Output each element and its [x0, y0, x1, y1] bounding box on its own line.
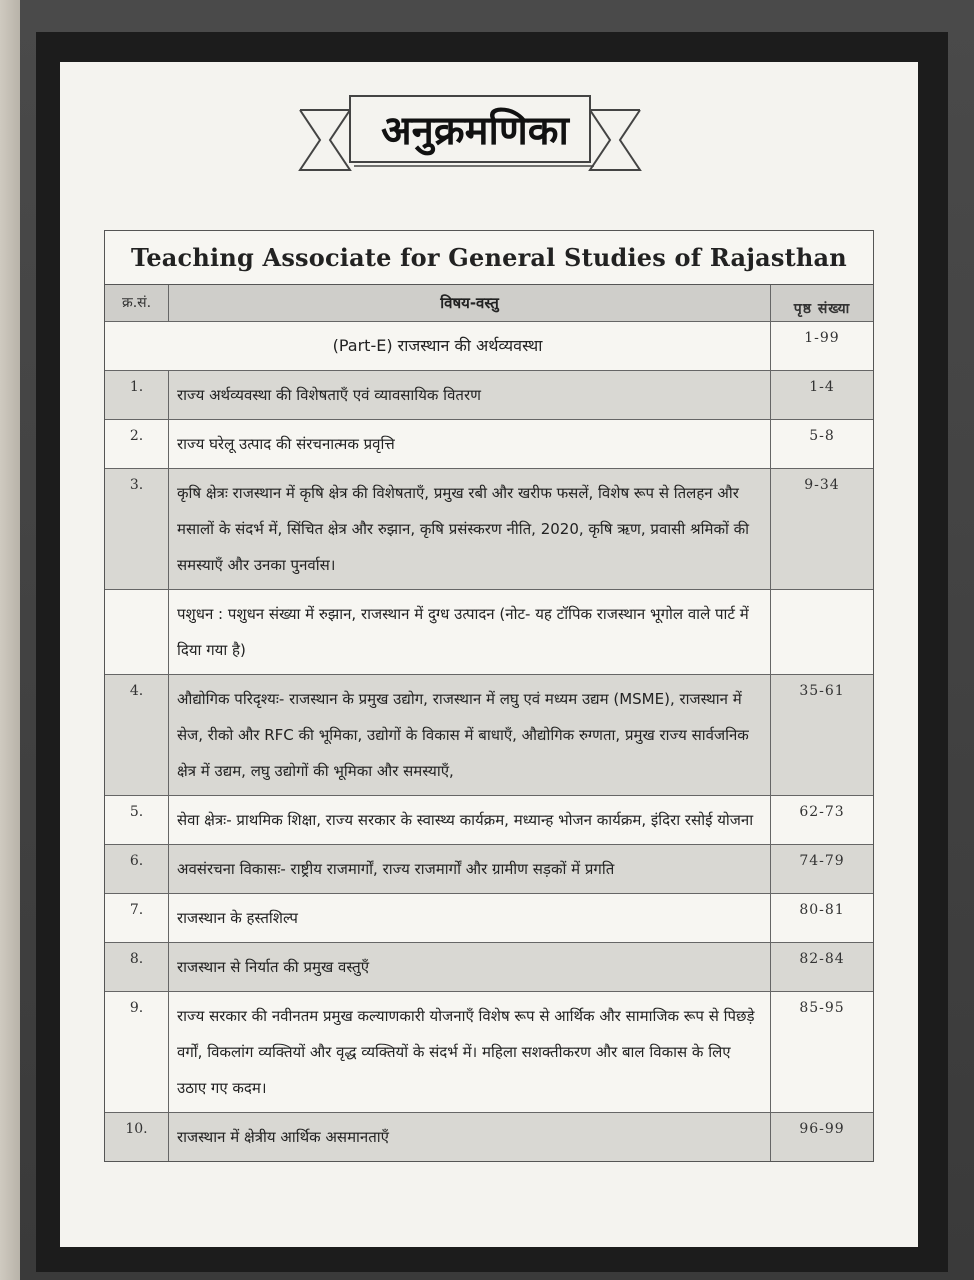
title-banner — [290, 88, 650, 180]
row-topic: अवसंरचना विकासः- राष्ट्रीय राजमार्गों, राज्य राजमार्गों और ग्रामीण सड़कों में प्रगति — [169, 845, 771, 893]
row-serial — [105, 590, 169, 674]
table-row — [105, 675, 873, 796]
row-serial: 10. — [105, 1113, 169, 1161]
row-pages: 85-95 — [799, 1000, 845, 1016]
row-pages: 5-8 — [809, 428, 835, 444]
header-topic: विषय-वस्तु — [169, 285, 771, 321]
row-serial: 7. — [105, 894, 169, 942]
row-pages: 96-99 — [799, 1121, 845, 1137]
row-serial: 6. — [105, 845, 169, 893]
row-serial: 9. — [105, 992, 169, 1112]
header-serial: क्र.सं. — [105, 285, 169, 321]
row-pages: 1-4 — [809, 379, 835, 395]
row-pages: 74-79 — [799, 853, 845, 869]
table-row — [105, 371, 873, 420]
row-topic: राजस्थान में क्षेत्रीय आर्थिक असमानताएँ — [169, 1113, 771, 1161]
row-pages: 35-61 — [799, 683, 845, 699]
table-row — [105, 590, 873, 675]
table-row — [105, 796, 873, 845]
contents-table — [104, 230, 874, 1162]
part-row — [105, 322, 873, 371]
row-pages: 9-34 — [804, 477, 840, 493]
row-pages: 82-84 — [799, 951, 845, 967]
table-row — [105, 845, 873, 894]
book-title: Teaching Associate for General Studies of Rajasthan — [105, 231, 873, 285]
row-pages: 62-73 — [799, 804, 845, 820]
row-pages — [771, 590, 873, 674]
index-title: अनुक्रमणिका — [381, 107, 569, 154]
row-topic: राजस्थान के हस्तशिल्प — [169, 894, 771, 942]
row-serial: 1. — [105, 371, 169, 419]
row-topic: पशुधन : पशुधन संख्या में रुझान, राजस्थान में दुग्ध उत्पादन (नोट- यह टॉपिक राजस्थान भूगोल वाले पार्ट में दिया गया है) — [169, 590, 771, 674]
table-header-row — [105, 285, 873, 322]
row-serial: 5. — [105, 796, 169, 844]
table-row — [105, 992, 873, 1113]
table-row — [105, 469, 873, 590]
table-row — [105, 1113, 873, 1161]
adjacent-page-edge — [0, 0, 20, 1280]
row-topic: राज्य घरेलू उत्पाद की संरचनात्मक प्रवृत्ति — [169, 420, 771, 468]
row-serial: 4. — [105, 675, 169, 795]
row-topic: राज्य सरकार की नवीनतम प्रमुख कल्याणकारी योजनाएँ विशेष रूप से आर्थिक और सामाजिक रूप से पिछड़े वर्गों, विकलांग व्यक्तियों और वृद्ध व्यक्तियों के संदर्भ में। महिला सशक्तीकरण और बाल विकास के लिए उठाए गए कदम। — [169, 992, 771, 1112]
row-serial: 3. — [105, 469, 169, 589]
row-topic: औद्योगिक परिदृश्यः- राजस्थान के प्रमुख उद्योग, राजस्थान में लघु एवं मध्यम उद्यम (MSME), राजस्थान में सेज, रीको और RFC की भूमिका, उद्योगों के विकास में बाधाएँ, औद्योगिक रुग्णता, प्रमुख राज्य सार्वजनिक क्षेत्र में उद्यम, लघु उद्योगों की भूमिका और समस्याएँ, — [169, 675, 771, 795]
header-page: पृष्ठ संख्या — [771, 285, 873, 321]
row-topic: राज्य अर्थव्यवस्था की विशेषताएँ एवं व्यावसायिक वितरण — [169, 371, 771, 419]
table-row — [105, 894, 873, 943]
row-topic: राजस्थान से निर्यात की प्रमुख वस्तुएँ — [169, 943, 771, 991]
table-row — [105, 943, 873, 992]
row-serial: 8. — [105, 943, 169, 991]
row-serial: 2. — [105, 420, 169, 468]
row-topic: सेवा क्षेत्रः- प्राथमिक शिक्षा, राज्य सरकार के स्वास्थ्य कार्यक्रम, मध्यान्ह भोजन कार्यक्रम, इंदिरा रसोई योजना — [169, 796, 771, 844]
row-pages: 80-81 — [799, 902, 845, 918]
row-topic: कृषि क्षेत्रः राजस्थान में कृषि क्षेत्र की विशेषताएँ, प्रमुख रबी और खरीफ फसलें, विशेष रूप से तिलहन और मसालों के संदर्भ में, सिंचित क्षेत्र और रुझान, कृषि प्रसंस्करण नीति, 2020, कृषि ऋण, प्रवासी श्रमिकों की समस्याएँ और उनका पुनर्वास। — [169, 469, 771, 589]
part-label: (Part-E) राजस्थान की अर्थव्यवस्था — [105, 322, 771, 370]
part-pages: 1-99 — [804, 330, 840, 346]
table-row — [105, 420, 873, 469]
